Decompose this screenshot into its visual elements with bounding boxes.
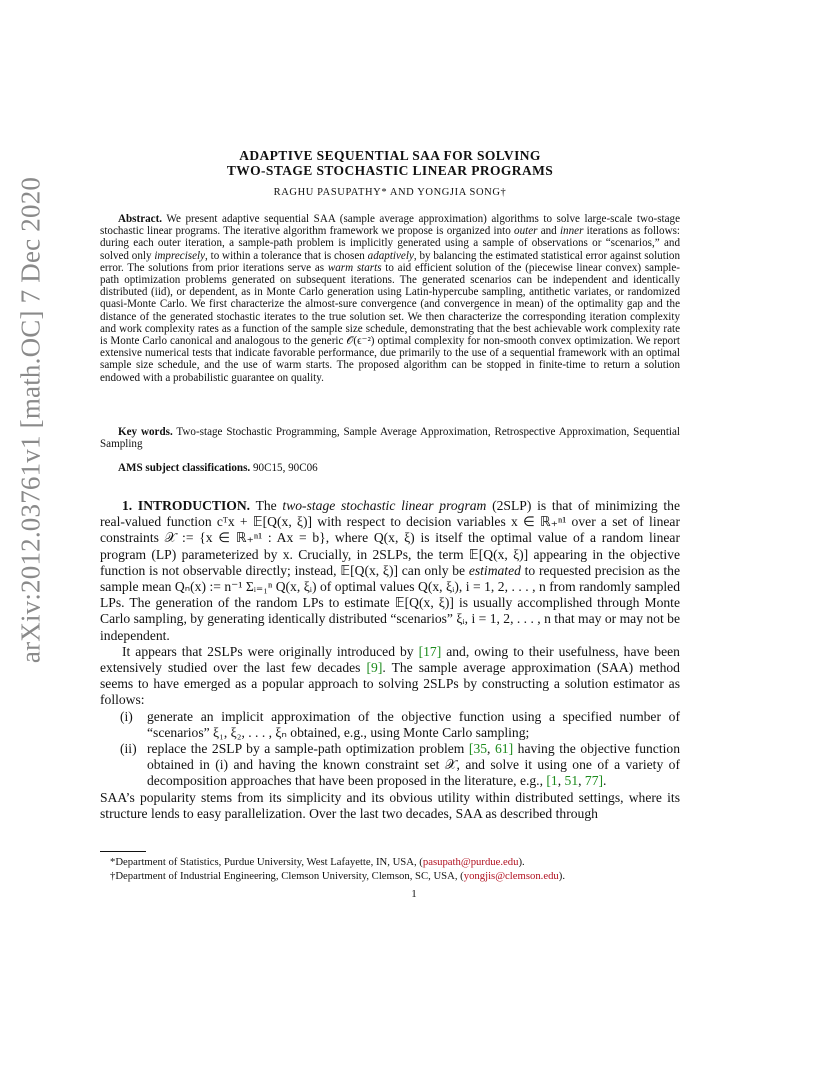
list-item-number: (i) — [120, 708, 133, 724]
arxiv-side-stamp — [10, 0, 52, 1072]
page-number: 1 — [411, 888, 417, 900]
citation-link[interactable]: 51 — [564, 773, 579, 789]
paragraph-em: two-stage stochastic linear program — [282, 498, 487, 513]
abstract-em: inner — [559, 225, 584, 238]
abstract-text: , by balancing the estimated statistical error against solution error. The solutions from prior iterations serve as — [100, 249, 680, 274]
paragraph: SAA’s popularity stems from its simplicity and its obvious utility within distributed settings, where its structure lends to easy parallelization. Over the last two decades, SAA as described through — [100, 789, 680, 821]
abstract-text: to aid efficient solution of the (piecewise linear convex) sample-path optimization problems generated on subsequent iterations. The generated scenarios can be independent and identically distributed (iid), or dependent, as in Monte Carlo generation using Latin-hypercube sampling, antithetic variates, or randomized quasi-Monte Carlo. We first characterize the almost-sure convergence (and convergence in mean) of the optimality gap and the distance of the generated stochastic iterates to the true solution set. We then characterize the corresponding iteration complexity and work complexity rates as a function of the sample size schedule, demonstrating that the best achievable work complexity rate is Monte Carlo canonical and analogous to the generic 𝒪(ϵ⁻²) optimal complexity for non-smooth convex optimization. We report extensive numerical tests that indicate favorable performance, due primarily to the use of a sequential framework with an optimal sample size schedule, and the use of warm starts. The proposed algorithm can be stopped in finite-time to return a solution endowed with a probabilistic guarantee on quality. — [100, 261, 680, 384]
citation-link[interactable]: [35 — [468, 741, 488, 757]
abstract-em: imprecisely — [154, 249, 206, 262]
list-item — [100, 709, 680, 741]
list-item: (ii) replace the 2SLP by a sample-path optimization problem [35, 61] having the objective function obtained in (i) and having the known constraint set 𝒳, and solve it using one of a variety of decomposition approaches that have been proposed in the literature, e.g., [1, 51, 77]. — [120, 741, 680, 789]
footnote-rule — [100, 851, 146, 852]
keywords — [100, 426, 680, 450]
paragraph — [100, 644, 680, 709]
ams-label: AMS subject classifications. — [118, 462, 251, 474]
citation-link[interactable]: [9] — [366, 660, 383, 676]
title-line-1: ADAPTIVE SEQUENTIAL SAA FOR SOLVING — [239, 148, 541, 163]
citation-link[interactable]: [1 — [546, 773, 558, 789]
arxiv-id: arXiv:2012.03761v1 [math.OC] 7 Dec 2020 — [15, 176, 46, 664]
paragraph — [100, 498, 680, 644]
list-item-number: (ii) — [120, 741, 137, 757]
citation-link[interactable]: [17] — [418, 643, 442, 659]
abstract-em: adaptively — [367, 249, 414, 262]
paper-title — [100, 148, 680, 178]
abstract-em: outer — [514, 225, 538, 238]
ams-text: 90C15, 90C06 — [252, 462, 318, 474]
footnote-text: †Department of Industrial Engineering, Clemson University, Clemson, SC, USA, ( — [110, 869, 464, 882]
abstract-text: iterations as follows: during each outer iteration, a sample-path problem is implicitly generated using a sample of observations or “scenarios,” and solved only — [100, 225, 681, 262]
list-item-text: having the objective function obtained in (i) and having the known constraint set 𝒳, and solve it using one of a variety of decomposition approaches that have been proposed in the literature, e.g., — [147, 741, 680, 789]
keywords-label: Key words. — [118, 426, 173, 438]
footnote-1 — [110, 856, 710, 870]
citation-link[interactable]: 77] — [584, 773, 604, 789]
paragraph-em: estimated — [468, 562, 521, 578]
abstract-text: , to within a tolerance that is chosen — [205, 249, 365, 262]
abstract — [100, 213, 680, 384]
title-line-2: TWO-STAGE STOCHASTIC LINEAR PROGRAMS — [226, 163, 554, 178]
abstract-text: We present adaptive sequential SAA (sample average approximation) algorithms to solve large-scale two-stage stochastic linear programs. The iterative algorithm framework we propose is organized into — [100, 213, 680, 238]
introduction-section — [100, 498, 680, 822]
authors: RAGHU PASUPATHY* AND YONGJIA SONG† — [273, 187, 507, 198]
list-item-text: replace the 2SLP by a sample-path optimization problem — [147, 741, 465, 757]
footnote-text: ). — [558, 869, 566, 882]
paragraph-text: and, owing to their usefulness, have been extensively studied over the last few decades — [100, 643, 680, 676]
paragraph-text: (2SLP) is that of minimizing the real-valued function cᵀx + 𝔼[Q(x, ξ)] with respect to decision variables x ∈ ℝ₊ⁿ¹ over a set of linear constraints 𝒳 := {x ∈ ℝ₊ⁿ¹ : Ax = b}, where Q(x, ξ) is itself the optimal value of a random linear program (LP) parameterized by x. Crucially, in 2SLPs, the term 𝔼[Q(x, ξ)] appearing in the objective function is not observable directly; instead, 𝔼[Q(x, ξ)] can only be — [100, 498, 680, 578]
list-item-text: generate an implicit approximation of the objective function using a specified number of “scenarios” ξ₁, ξ₂, . . . , ξₙ obtained, e.g., using Monte Carlo sampling; — [147, 708, 680, 740]
footnotes — [110, 856, 710, 883]
method-steps-list — [100, 709, 680, 790]
email-link[interactable]: pasupath@purdue.edu — [422, 856, 519, 868]
abstract-em: warm starts — [327, 261, 382, 274]
keywords-text: Two-stage Stochastic Programming, Sample Average Approximation, Retrospective Approximation, Sequential Sampling — [100, 426, 681, 451]
footnote-text: *Department of Statistics, Purdue University, West Lafayette, IN, USA, ( — [110, 856, 423, 868]
email-link[interactable]: yongjis@clemson.edu — [463, 869, 559, 882]
paragraph-text: to requested precision as the sample mean Qₙ(x) := n⁻¹ Σᵢ₌₁ⁿ Q(x, ξᵢ) of optimal values Q(x, ξᵢ), i = 1, 2, . . . , n from randomly sampled LPs. The generation of the random LPs to estimate 𝔼[Q(x, ξ)] is usually accomplished through Monte Carlo sampling, by generating identically distributed “scenarios” ξᵢ, i = 1, 2, . . . , n that may or may not be independent. — [100, 562, 680, 643]
abstract-label: Abstract. — [118, 213, 163, 225]
paragraph-text: . The sample average approximation (SAA) method seems to have emerged as a popular approach to solving 2SLPs by constructing a solution estimator as follows: — [100, 660, 680, 708]
footnote-text: ). — [518, 856, 525, 868]
paragraph-text: The — [255, 498, 277, 513]
footnote-2 — [110, 870, 710, 884]
section-heading: 1. INTRODUCTION. — [122, 498, 251, 513]
paragraph-text: It appears that 2SLPs were originally introduced by — [122, 643, 414, 659]
abstract-text: and — [540, 225, 557, 238]
citation-link[interactable]: 61] — [494, 741, 514, 757]
ams-classifications — [118, 462, 318, 474]
